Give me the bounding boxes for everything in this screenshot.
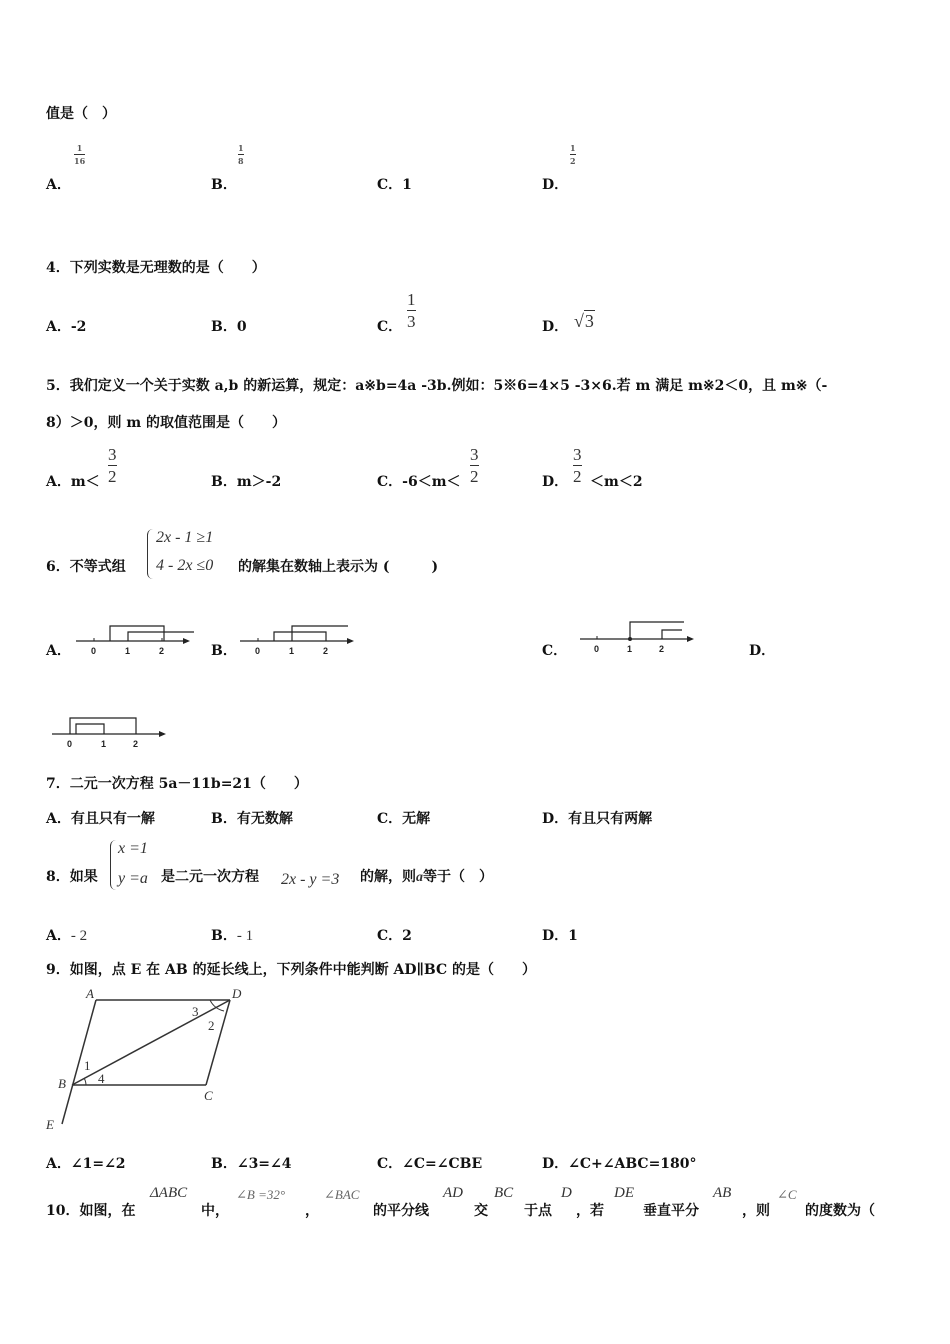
tick-0: 0	[594, 644, 600, 654]
q5-option-c-fraction	[470, 446, 479, 485]
q9-stem: 9．如图，点 E 在 AB 的延长线上，下列条件中能判断 AD∥BC 的是（ ）	[46, 962, 536, 978]
q10-bisector: 的平分线	[373, 1203, 429, 1219]
q6-option-c-label: C．	[542, 643, 568, 659]
q10-ab: AB	[713, 1185, 732, 1201]
tick-1: 1	[125, 646, 131, 656]
q3-option-c	[377, 174, 412, 194]
q8-option-a	[46, 925, 87, 945]
angle-label-2: 2	[208, 1018, 215, 1033]
q4-option-a: A．-2	[46, 319, 87, 335]
q3-b-den: 8	[238, 156, 244, 166]
q3-option-d-label: D．	[542, 177, 569, 193]
q8-system-brace	[110, 840, 117, 890]
q6-row2: 4 - 2x ≤0	[156, 557, 214, 574]
q3-c-value: 1	[402, 177, 412, 193]
q10-angle-c: ∠C	[777, 1187, 797, 1202]
tick-1: 1	[289, 646, 295, 656]
tick-2: 2	[159, 646, 165, 656]
q5-option-a-label: A．m＜	[46, 474, 100, 490]
q8-option-b	[211, 925, 253, 945]
angle-label-3: 3	[192, 1004, 199, 1019]
q3-option-a-fraction	[74, 144, 85, 165]
q10-angle-b: ∠B =32°	[236, 1187, 286, 1202]
q10-jiao: 交	[474, 1203, 488, 1219]
q3-option-a-label: A．	[46, 177, 71, 193]
q3-b-num: 1	[238, 143, 244, 153]
label-B: B	[58, 1076, 66, 1091]
q5-c-num: 3	[470, 445, 479, 464]
q9-option-b: B．∠3=∠4	[211, 1156, 292, 1172]
q4-c-den: 3	[407, 312, 416, 331]
q10-ad: AD	[443, 1185, 463, 1201]
q7-stem: 7．二元一次方程 5a－11b=21（ ）	[46, 776, 308, 792]
q4-option-b: B．0	[211, 319, 247, 335]
q4-option-c-fraction	[407, 291, 416, 330]
q10-tail: 的度数为（	[805, 1203, 875, 1219]
q8-equation: 2x - y =3	[281, 871, 340, 888]
q3-option-b-label: B．	[211, 177, 237, 193]
label-D: D	[232, 986, 242, 1001]
q5-option-b: B．m＞-2	[211, 474, 282, 490]
angle-label-1: 1	[84, 1058, 91, 1073]
q8-middle: 是二元一次方程	[161, 869, 259, 885]
q3-tail: 值是（ ）	[46, 106, 116, 122]
label-A: A	[86, 986, 94, 1001]
q3-c-label: C．	[377, 177, 403, 193]
q8-row1: x =1	[118, 840, 148, 857]
q6-option-b-numberline	[236, 622, 358, 660]
q8-b-label: B．	[211, 928, 237, 944]
q8-a-value: - 2	[70, 928, 88, 944]
q8-option-c: C．2	[377, 928, 412, 944]
q5-d-den: 2	[573, 467, 582, 486]
q10-prefix: 10．如图，在	[46, 1203, 136, 1219]
label-C: C	[204, 1088, 213, 1103]
tick-2: 2	[323, 646, 329, 656]
q7-option-c: C．无解	[377, 811, 431, 827]
q4-stem: 4．下列实数是无理数的是（ ）	[46, 260, 266, 276]
q5-a-num: 3	[108, 445, 117, 464]
q6-row1: 2x - 1 ≥1	[156, 529, 214, 546]
q8-prefix: 8．如果	[46, 869, 98, 885]
q6-option-a-label: A．	[46, 643, 71, 659]
q6-option-b-label: B．	[211, 643, 237, 659]
q3-a-den: 16	[74, 156, 86, 166]
q8-var: a	[416, 870, 423, 885]
q10-comma: ，	[305, 1203, 319, 1219]
tick-0: 0	[67, 739, 73, 749]
q5-line1: 5．我们定义一个关于实数 a,b 的新运算，规定：a※b=4a -3b.例如：5※6=4×5 -3×6.若 m 满足 m※2＜0，且 m※（-	[46, 378, 828, 394]
q3-option-d-fraction	[570, 144, 576, 165]
q8-suffix-b: 等于（ ）	[423, 869, 493, 885]
q9-option-c: C．∠C=∠CBE	[377, 1156, 483, 1172]
q3-a-num: 1	[76, 143, 83, 153]
q3-option-b-fraction	[238, 144, 244, 165]
q5-c-den: 2	[470, 467, 479, 486]
q6-option-d-label: D．	[749, 643, 776, 659]
q10-angle-bac: ∠BAC	[324, 1187, 360, 1202]
q8-row2: y =a	[118, 870, 148, 887]
q8-option-d: D．1	[542, 928, 578, 944]
q5-option-d-fraction	[573, 446, 582, 485]
tick-1: 1	[101, 739, 107, 749]
q7-option-b: B．有无数解	[211, 811, 293, 827]
q4-d-radicand: 3	[584, 311, 594, 331]
q10-ze: ，则	[742, 1203, 770, 1219]
radical-sign: √	[574, 311, 584, 331]
q4-option-d-label: D．	[542, 319, 569, 335]
q10-yudian: 于点	[524, 1203, 552, 1219]
angle-label-4: 4	[98, 1071, 105, 1086]
q5-d-num: 3	[573, 445, 582, 464]
q6-option-c-numberline	[576, 616, 698, 656]
q8-b-value: - 1	[236, 928, 254, 944]
q6-option-a-numberline	[72, 622, 194, 660]
q7-option-a: A．有且只有一解	[46, 811, 155, 827]
q4-option-d-sqrt	[574, 311, 595, 332]
q10-d: D	[561, 1185, 572, 1201]
q5-option-d-label: D．	[542, 474, 569, 490]
q10-triangle: ΔABC	[150, 1185, 188, 1201]
tick-0: 0	[255, 646, 261, 656]
q5-option-a-fraction	[108, 446, 117, 485]
q5-option-c-label: C．-6＜m＜	[377, 474, 461, 490]
tick-2: 2	[133, 739, 139, 749]
q6-stem-suffix: 的解集在数轴上表示为 ( )	[238, 559, 439, 575]
tick-2: 2	[659, 644, 665, 654]
q3-d-num: 1	[570, 143, 576, 153]
q3-d-den: 2	[570, 156, 576, 166]
q6-option-d-numberline	[48, 714, 170, 752]
q5-line2: 8）＞0，则 m 的取值范围是（ ）	[46, 415, 287, 431]
label-E: E	[46, 1117, 54, 1132]
q10-bc: BC	[494, 1185, 514, 1201]
q4-option-c-label: C．	[377, 319, 403, 335]
tick-0: 0	[91, 646, 97, 656]
q10-zhong: 中，	[201, 1203, 229, 1219]
q8-a-label: A．	[46, 928, 71, 944]
q9-option-a: A．∠1=∠2	[46, 1156, 126, 1172]
q5-option-d-tail: ＜m＜2	[590, 474, 643, 490]
q8-suffix	[360, 866, 493, 886]
q10-perp: 垂直平分	[643, 1203, 699, 1219]
q8-suffix-a: 的解，则	[360, 869, 416, 885]
q10-ruo: ，若	[576, 1203, 604, 1219]
q6-stem-prefix: 6．不等式组	[46, 559, 126, 575]
tick-1: 1	[627, 644, 633, 654]
q9-option-d: D．∠C+∠ABC=180°	[542, 1156, 697, 1172]
q4-c-num: 1	[407, 290, 416, 309]
q7-option-d: D．有且只有两解	[542, 811, 653, 827]
q5-a-den: 2	[108, 467, 117, 486]
q9-parallelogram-figure	[40, 984, 255, 1134]
q10-de: DE	[614, 1185, 634, 1201]
q6-system-brace	[147, 529, 154, 579]
